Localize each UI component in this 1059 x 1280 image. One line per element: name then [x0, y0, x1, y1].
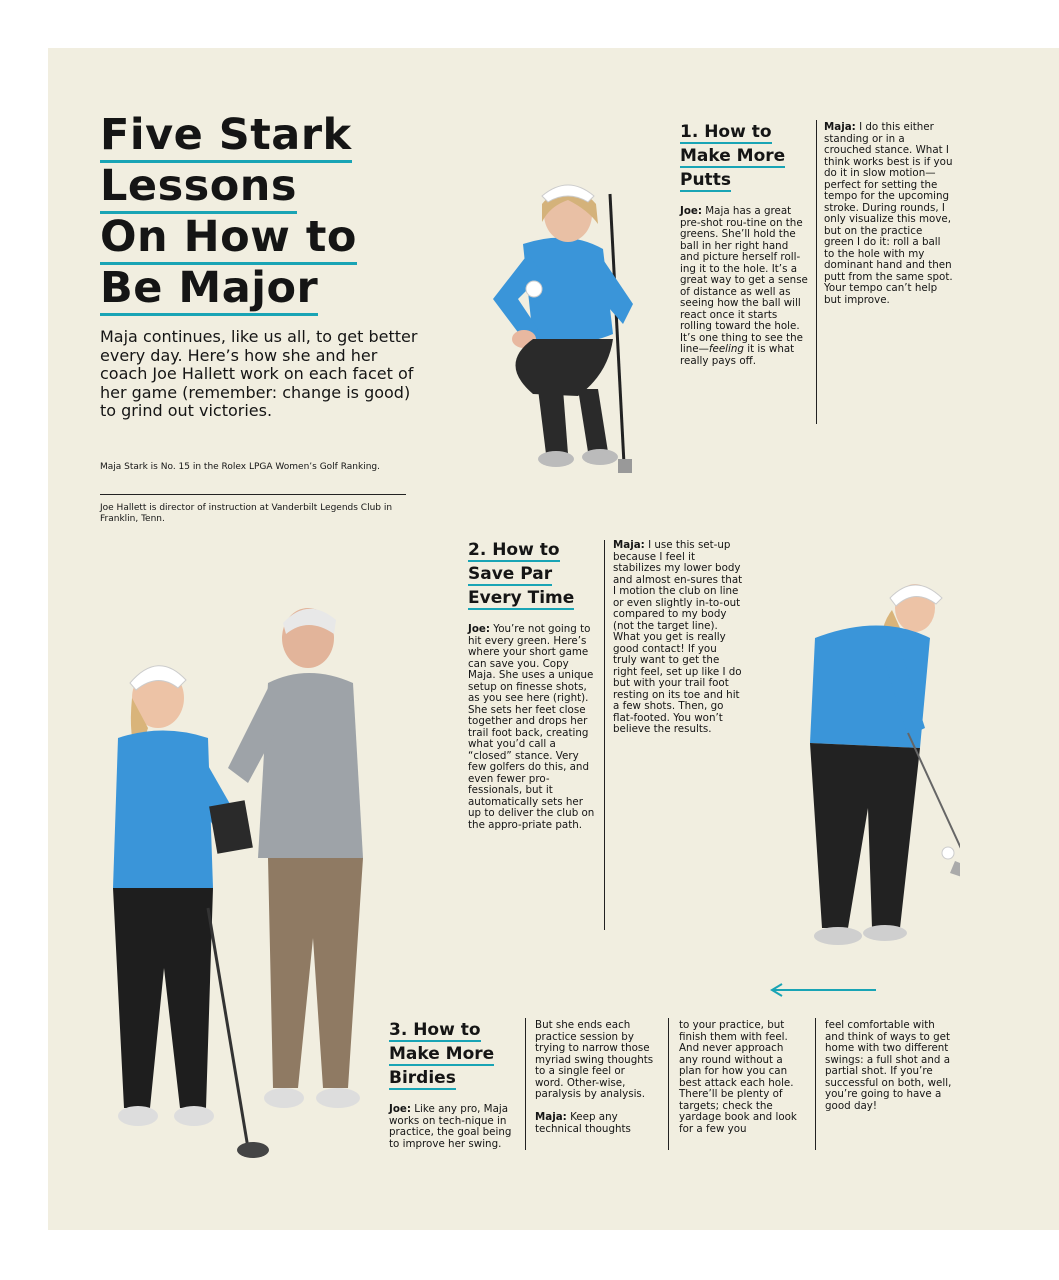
- heading-line: Make More: [680, 146, 786, 166]
- speaker-label: Joe:: [389, 1103, 412, 1115]
- divider: [100, 494, 406, 495]
- lesson1-joe-column: [680, 206, 808, 367]
- photo-maja-and-coach: [88, 588, 408, 1168]
- heading-line: 2. How to: [468, 540, 560, 560]
- intro-paragraph: Maja continues, like us all, to get better every day. Here’s how she and her coach Joe Hallett work on each facet of her game (remember: change is good) to grind out victories.: [100, 327, 418, 420]
- lesson2-maja-column: [613, 540, 743, 736]
- speaker-label: Maja:: [535, 1111, 567, 1123]
- magazine-page: [48, 48, 1059, 1230]
- heading-line: Birdies: [389, 1068, 456, 1088]
- arrow-left-icon: [768, 982, 878, 998]
- column-divider: [668, 1018, 669, 1150]
- lesson2-maja-text: I use this set-up because I feel it stabilizes my lower body and almost en-sures that I motion the club on line or even slightly in-to-out compared to my body (not the target line). What you get is really good contact! If you truly want to get the right feel, set up like I do but with your trail foot resting on its toe and hit a few shots. Then, go flat-footed. You won’t believe the results.: [613, 539, 743, 735]
- heading-line: 3. How to: [389, 1020, 481, 1040]
- lesson1-maja-text: I do this either standing or in a crouched stance. What I think works best is if you do it in slow motion—perfect for setting the tempo for the upcoming stroke. During rounds, I only visualize this move, but on the practice green I do it: roll a ball to the hole with my dominant hand and then putt from the same spot. Your tempo can’t help but improve.: [824, 121, 953, 306]
- heading-line: Every Time: [468, 588, 575, 608]
- heading-line: Make More: [389, 1044, 495, 1064]
- lesson2-heading: [468, 538, 598, 610]
- lesson3-column-4: feel comfortable with and think of ways to get home with two different swings: a full shot and a partial shot. If you’re successful on both, well, you’re going to have a good day!: [825, 1019, 952, 1112]
- heading-line: 1. How to: [680, 122, 772, 142]
- title-line: Five Stark: [100, 110, 352, 163]
- speaker-label: Maja:: [824, 121, 856, 133]
- article-title: [100, 110, 400, 314]
- lesson3-col2-text: But she ends each practice session by trying to narrow those myriad swing thoughts to a single feel or word. Other-wise, paralysis by analysis.: [535, 1019, 654, 1100]
- title-line: Lessons: [100, 161, 297, 214]
- column-divider: [816, 120, 817, 424]
- title-line: On How to: [100, 212, 357, 265]
- lesson3-column-3: to your practice, but finish them with feel. And never approach any round without a plan for how you can best attack each hole. There’ll be plenty of targets; check the yardage book and look for a few you: [679, 1019, 797, 1135]
- lesson3-joe-column: [389, 1104, 517, 1150]
- lesson2-joe-text: You’re not going to hit every green. Here’s where your short game can save you. Copy Maja. She uses a unique setup on finesse shots, as you see here (right). She sets her feet close together and drops her trail foot back, creating what you’d call a “closed” stance. Very few golfers do this, and even fewer pro-fessionals, but it automatically sets her up to deliver the club on the appro-priate path.: [468, 623, 595, 831]
- lesson3-maja-text: Keep any technical thoughts: [535, 1111, 631, 1135]
- column-divider: [604, 540, 605, 930]
- column-divider: [815, 1018, 816, 1150]
- photo-maja-chipping: [760, 568, 960, 968]
- heading-line: Save Par: [468, 564, 553, 584]
- note-joe: Joe Hallett is director of instruction at Vanderbilt Legends Club in Franklin, Tenn.: [100, 503, 393, 524]
- emphasis: feeling: [708, 343, 744, 355]
- lesson1-maja-column: [824, 122, 954, 306]
- photo-maja-crouching: [438, 134, 658, 482]
- speaker-label: Maja:: [613, 539, 645, 551]
- note-maja: Maja Stark is No. 15 in the Rolex LPGA Women’s Golf Ranking.: [100, 462, 380, 472]
- column-divider: [525, 1018, 526, 1150]
- title-line: Be Major: [100, 263, 318, 316]
- lesson1-heading: [680, 120, 810, 192]
- lesson1-joe-text: Maja has a great pre-shot rou-tine on the greens. She’ll hold the ball in her right hand and picture herself roll-ing it to the hole. It’s a great way to get a sense of distance as well as seeing how the ball will react once it starts rolling toward the hole. It’s one thing to see the line—: [680, 205, 808, 355]
- heading-line: Putts: [680, 170, 731, 190]
- speaker-label: Joe:: [468, 623, 491, 635]
- speaker-label: Joe:: [680, 205, 703, 217]
- lesson3-joe-text: Like any pro, Maja works on tech-nique in practice, the goal being to improve her swing.: [389, 1103, 512, 1150]
- lesson3-column-2: [535, 1020, 655, 1135]
- lesson2-joe-column: [468, 624, 596, 831]
- lesson3-heading: [389, 1018, 519, 1090]
- lesson1-joe-text-end: it is what really pays off.: [680, 343, 795, 367]
